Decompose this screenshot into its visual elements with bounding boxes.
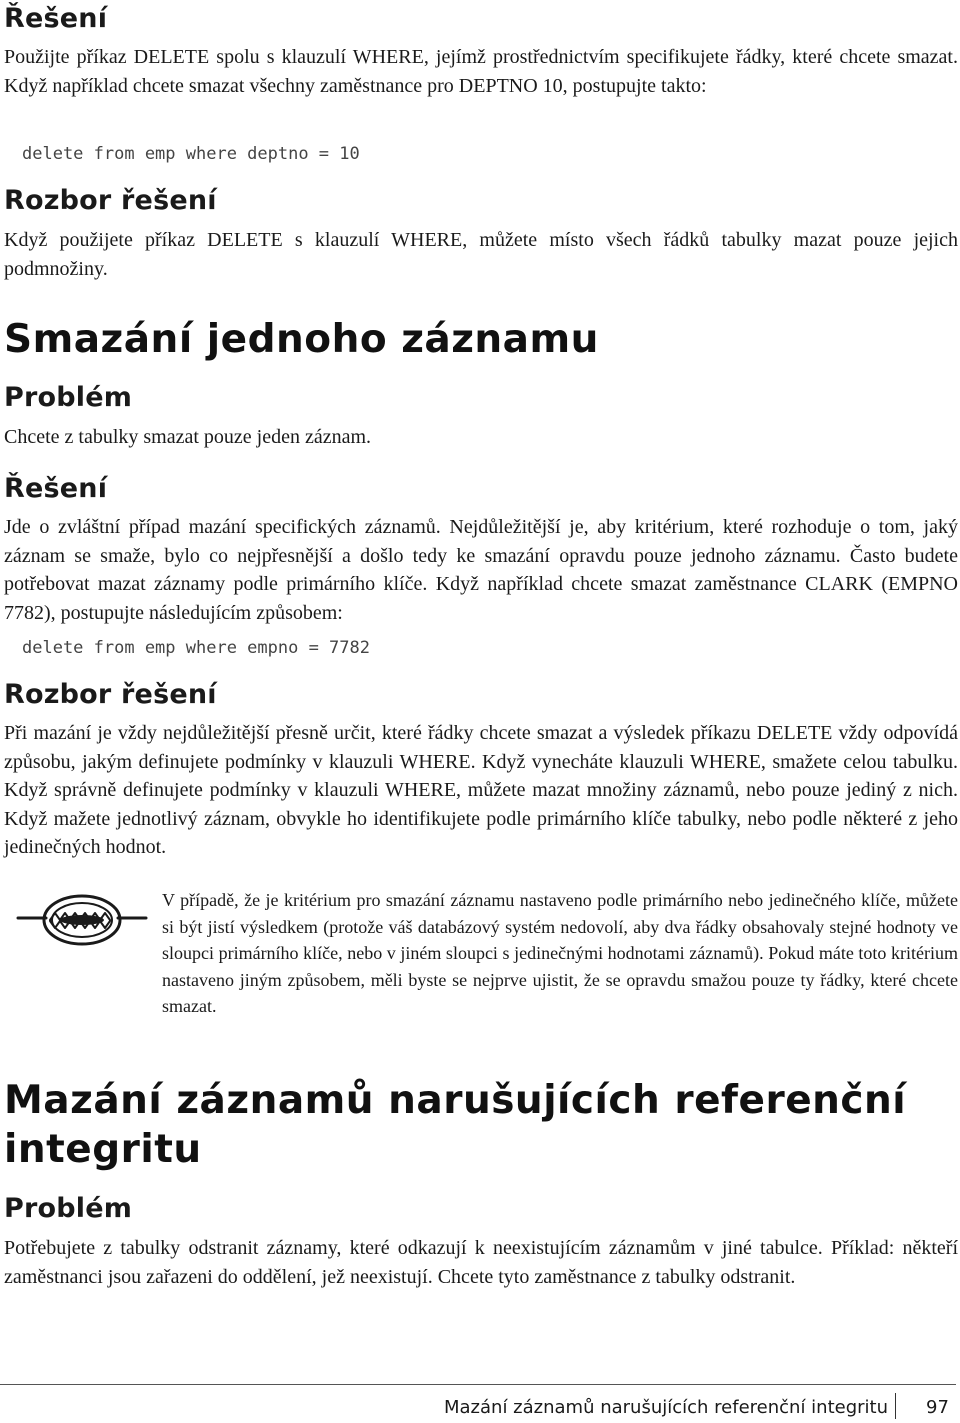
page-number: 97 — [926, 1397, 949, 1418]
section-heading-reseni-2: Řešení — [4, 473, 108, 504]
paragraph-reseni-2: Jde o zvláštní případ mazání specifických záznamů. Nejdůležitější je, aby kritérium, které rozhoduje o tom, jaký záznam se smaže, bylo co nejpřesnější a došlo tedy ke smazání opravdu pouze jednoho záznamu. Často budete potřebovat mazat záznamy podle primárního klíče. Když například chcete smazat zaměstnance CLARK (EMPNO 7782), postupujte následujícím způsobem: — [4, 516, 958, 624]
chapter-title-referencni-line2: integritu — [4, 1127, 202, 1172]
section-heading-problem-2: Problém — [4, 1193, 133, 1224]
section-heading-problem: Problém — [4, 382, 133, 413]
paragraph-rozbor: Když použijete příkaz DELETE s klauzulí WHERE, můžete místo všech řádků tabulky mazat pouze jejich podmnožiny. — [4, 229, 958, 280]
bear-trap-icon — [16, 890, 148, 950]
paragraph-reseni: Použijte příkaz DELETE spolu s klauzulí WHERE, jejímž prostřednictvím specifikujete řádky, které chcete smazat. Když například chcete smazat všechny zaměstnance pro DEPTNO 10, postupujte takto: — [4, 46, 958, 97]
chapter-title-smazani: Smazání jednoho záznamu — [4, 317, 599, 362]
chapter-title-referencni-line1: Mazání záznamů narušujících referenční — [4, 1078, 907, 1123]
section-heading-reseni: Řešení — [4, 3, 108, 34]
paragraph-problem: Chcete z tabulky smazat pouze jeden záznam. — [4, 426, 372, 448]
section-heading-rozbor-2: Rozbor řešení — [4, 679, 217, 710]
warning-note: V případě, že je kritérium pro smazání záznamu nastaveno podle primárního nebo jedinečného klíče, můžete si být jistí výsledkem (protože váš databázový systém nedovolí, aby dva řádky obsahovaly stejné hodnoty ve sloupci primárního klíče, nebo v jiném sloupci s jedinečnými hodnotami záznamů). Pokud máte toto kritérium nastaveno jiným způsobem, měli byste se nejprve ujistit, že se opravdu smažou pouze ty řádky, které chcete smazat. — [162, 890, 958, 1016]
code-delete-empno: delete from emp where empno = 7782 — [22, 638, 370, 658]
paragraph-rozbor-2: Při mazání je vždy nejdůležitější přesně určit, které řádky chcete smazat a výsledek příkazu DELETE vždy odpovídá způsobu, jakým definujete podmínky v klauzuli WHERE. Když vynecháte klauzuli WHERE, smažete celou tabulku. Když správně definujete podmínky v klauzuli WHERE, můžete mazat množiny záznamů, nebo pouze jediný z nich. Když mažete jednotlivý záznam, obvykle ho identifikujete podle primárního klíče tabulky, nebo podle některé z jeho jedinečných hodnot. — [4, 722, 958, 859]
code-delete-deptno: delete from emp where deptno = 10 — [22, 144, 360, 164]
section-heading-rozbor: Rozbor řešení — [4, 185, 217, 216]
footer-separator — [895, 1393, 896, 1419]
paragraph-problem-2: Potřebujete z tabulky odstranit záznamy, které odkazují k neexistujícím záznamům v jiné tabulce. Příklad: někteří zaměstnanci jsou zařazeni do oddělení, jež neexistují. Chcete tyto zaměstnance z tabulky odstranit. — [4, 1237, 958, 1288]
footer-rule — [0, 1384, 956, 1385]
footer-running-title: Mazání záznamů narušujících referenční integritu — [444, 1397, 888, 1418]
